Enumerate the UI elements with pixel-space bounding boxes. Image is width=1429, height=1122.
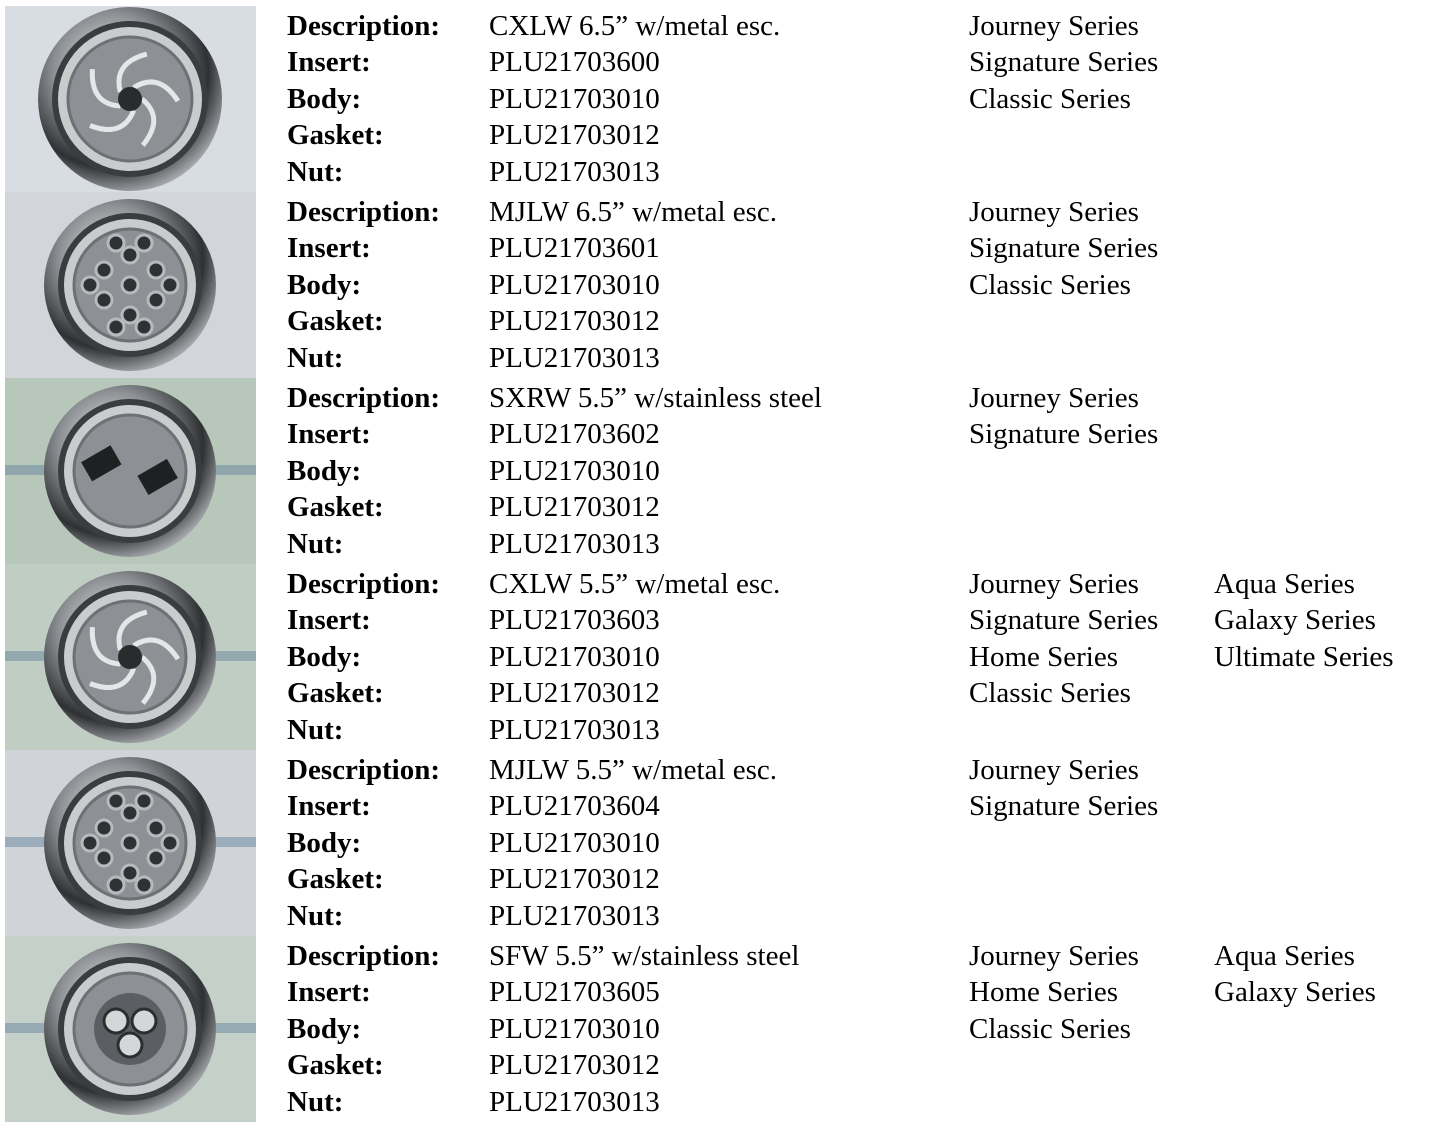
body-value: PLU21703010	[489, 1013, 660, 1045]
nut-label: Nut:	[287, 342, 344, 374]
nut-label: Nut:	[287, 900, 344, 932]
description-label: Description:	[287, 568, 441, 600]
series-name: Signature Series	[969, 418, 1159, 450]
product-row	[0, 750, 1429, 936]
insert-value: PLU21703601	[489, 232, 660, 264]
series-name: Signature Series	[969, 232, 1159, 264]
gasket-label: Gasket:	[287, 863, 384, 895]
gasket-value: PLU21703012	[489, 677, 660, 709]
description-label: Description:	[287, 10, 441, 42]
nut-value: PLU21703013	[489, 342, 660, 374]
body-label: Body:	[287, 83, 362, 115]
gasket-value: PLU21703012	[489, 491, 660, 523]
gasket-label: Gasket:	[287, 119, 384, 151]
nut-label: Nut:	[287, 528, 344, 560]
nut-label: Nut:	[287, 156, 344, 188]
insert-label: Insert:	[287, 604, 371, 636]
body-value: PLU21703010	[489, 641, 660, 673]
series-name: Home Series	[969, 641, 1118, 673]
description-label: Description:	[287, 382, 441, 414]
jet-fitting-triple-nozzle-photo	[5, 936, 256, 1122]
gasket-label: Gasket:	[287, 305, 384, 337]
body-label: Body:	[287, 827, 362, 859]
nut-value: PLU21703013	[489, 156, 660, 188]
body-value: PLU21703010	[489, 83, 660, 115]
jet-fitting-swirl-photo	[5, 564, 256, 750]
nut-value: PLU21703013	[489, 714, 660, 746]
series-name: Classic Series	[969, 1013, 1131, 1045]
product-row	[0, 6, 1429, 192]
insert-label: Insert:	[287, 976, 371, 1008]
description-value: MJLW 6.5” w/metal esc.	[489, 196, 778, 228]
body-label: Body:	[287, 269, 362, 301]
description-label: Description:	[287, 196, 441, 228]
description-value: MJLW 5.5” w/metal esc.	[489, 754, 778, 786]
series-name: Ultimate Series	[1214, 641, 1394, 673]
nut-value: PLU21703013	[489, 900, 660, 932]
series-name: Aqua Series	[1214, 940, 1355, 972]
insert-value: PLU21703602	[489, 418, 660, 450]
series-name: Galaxy Series	[1214, 604, 1376, 636]
insert-label: Insert:	[287, 790, 371, 822]
body-value: PLU21703010	[489, 827, 660, 859]
description-label: Description:	[287, 940, 441, 972]
series-name: Signature Series	[969, 604, 1159, 636]
body-label: Body:	[287, 455, 362, 487]
jet-fitting-multi-nozzle-photo	[5, 192, 256, 378]
series-name: Classic Series	[969, 83, 1131, 115]
gasket-label: Gasket:	[287, 1049, 384, 1081]
series-name: Journey Series	[969, 196, 1139, 228]
body-value: PLU21703010	[489, 455, 660, 487]
nut-value: PLU21703013	[489, 1086, 660, 1118]
series-name: Classic Series	[969, 269, 1131, 301]
series-name: Classic Series	[969, 677, 1131, 709]
product-row	[0, 192, 1429, 378]
jet-fitting-swirl-photo	[5, 6, 256, 192]
body-label: Body:	[287, 1013, 362, 1045]
nut-label: Nut:	[287, 1086, 344, 1118]
product-row	[0, 564, 1429, 750]
series-name: Signature Series	[969, 790, 1159, 822]
body-value: PLU21703010	[489, 269, 660, 301]
description-value: CXLW 5.5” w/metal esc.	[489, 568, 781, 600]
gasket-value: PLU21703012	[489, 1049, 660, 1081]
series-name: Journey Series	[969, 10, 1139, 42]
product-row	[0, 936, 1429, 1122]
gasket-value: PLU21703012	[489, 863, 660, 895]
insert-value: PLU21703605	[489, 976, 660, 1008]
description-label: Description:	[287, 754, 441, 786]
jet-fitting-multi-nozzle-photo	[5, 750, 256, 936]
series-name: Journey Series	[969, 940, 1139, 972]
description-value: SFW 5.5” w/stainless steel	[489, 940, 800, 972]
nut-label: Nut:	[287, 714, 344, 746]
series-name: Journey Series	[969, 568, 1139, 600]
series-name: Journey Series	[969, 754, 1139, 786]
gasket-value: PLU21703012	[489, 119, 660, 151]
gasket-label: Gasket:	[287, 491, 384, 523]
series-name: Home Series	[969, 976, 1118, 1008]
jet-fitting-twin-slot-photo	[5, 378, 256, 564]
series-name: Aqua Series	[1214, 568, 1355, 600]
gasket-value: PLU21703012	[489, 305, 660, 337]
gasket-label: Gasket:	[287, 677, 384, 709]
body-label: Body:	[287, 641, 362, 673]
description-value: SXRW 5.5” w/stainless steel	[489, 382, 822, 414]
insert-label: Insert:	[287, 46, 371, 78]
description-value: CXLW 6.5” w/metal esc.	[489, 10, 781, 42]
insert-value: PLU21703604	[489, 790, 660, 822]
product-row	[0, 378, 1429, 564]
insert-value: PLU21703600	[489, 46, 660, 78]
insert-label: Insert:	[287, 232, 371, 264]
insert-label: Insert:	[287, 418, 371, 450]
series-name: Journey Series	[969, 382, 1139, 414]
insert-value: PLU21703603	[489, 604, 660, 636]
series-name: Signature Series	[969, 46, 1159, 78]
series-name: Galaxy Series	[1214, 976, 1376, 1008]
nut-value: PLU21703013	[489, 528, 660, 560]
